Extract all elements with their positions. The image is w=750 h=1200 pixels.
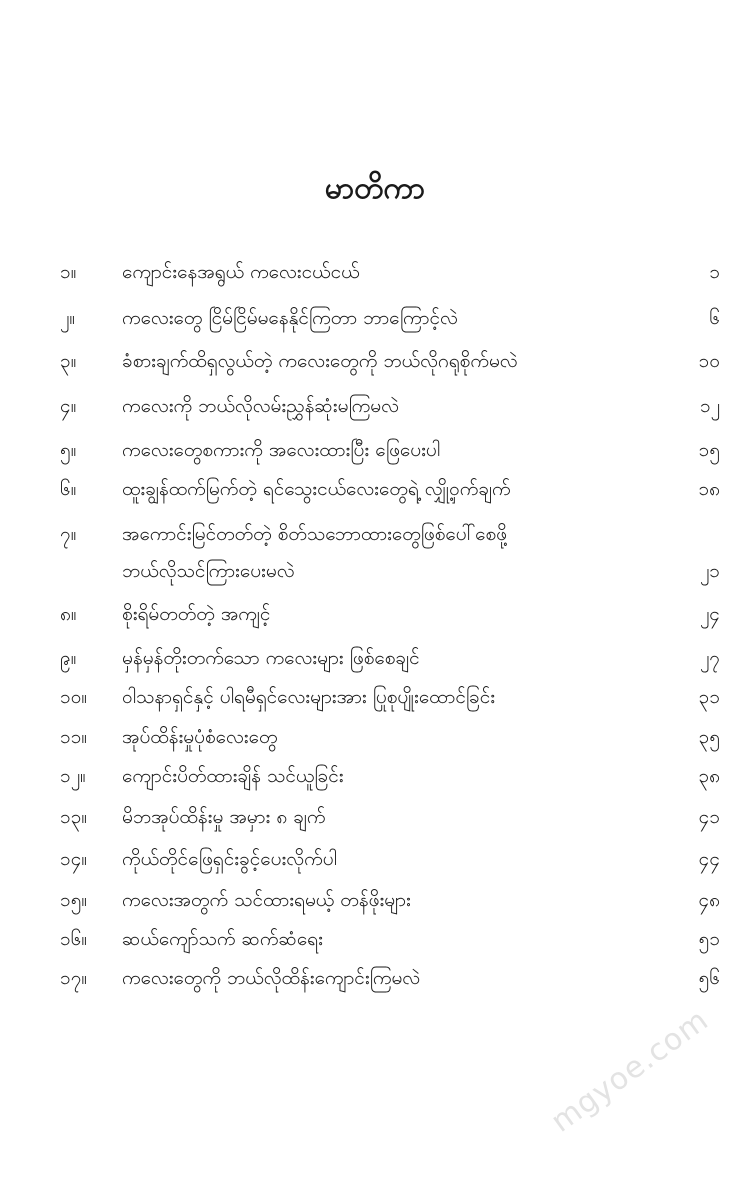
toc-entry-title: ကျောင်းနေအရွယ် ကလေးငယ်ငယ် [122, 261, 360, 283]
toc-entry [60, 469, 720, 509]
toc-entry-page: ၂၇ [699, 647, 720, 669]
toc-entry-number: ၁၆။ [60, 928, 88, 950]
page-title: မာတိကာ [324, 171, 426, 206]
toc-entry-page: ၂၄ [699, 603, 720, 625]
toc-entry-number: ၁။ [60, 261, 77, 283]
toc-entry-number: ၆။ [60, 478, 77, 500]
toc-entry-title: အကောင်းမြင်တတ်တဲ့ စိတ်သဘောထားတွေဖြစ်ပေါ်စေဖို့ [122, 523, 508, 545]
toc-entry [60, 594, 720, 634]
toc-entry-title: စိုးရိမ်တတ်တဲ့ အကျင့် [122, 603, 271, 625]
toc-entry-page: ၅၆ [698, 967, 720, 989]
toc-entry [60, 756, 720, 796]
toc-entry-title: ကလေးကို ဘယ်လိုလမ်းညွှန်ဆုံးမကြမလဲ [122, 395, 399, 417]
toc-entry-title: ကိုယ်တိုင်ဖြေရှင်းခွင့်ပေးလိုက်ပါ [122, 848, 337, 870]
toc-entry-page: ၃၈ [698, 765, 720, 787]
toc-entry [60, 252, 720, 292]
toc-entry-page: ၅၁ [698, 928, 720, 950]
toc-entry [60, 839, 720, 879]
toc-entry-number: ၁၇။ [60, 967, 88, 989]
toc-entry-number: ၁၁။ [60, 726, 88, 748]
toc-entry-title: ထူးချွန်ထက်မြက်တဲ့ ရင်သွေးငယ်လေးတွေရဲ့ လျှို့ဝှက်ချက် [122, 478, 511, 500]
toc-entry-number: ၉။ [60, 647, 77, 669]
toc-entry-page: ၁၈ [698, 478, 720, 500]
toc-entry-page: ၃၁ [698, 686, 720, 708]
toc-entry [60, 430, 720, 470]
toc-entry-page: ၁၂ [699, 395, 720, 417]
toc-entry-number: ၁၄။ [60, 848, 88, 870]
toc-entry-number: ၁၀။ [60, 686, 88, 708]
toc-entry-number: ၃။ [60, 350, 77, 372]
toc-entry-title: ကလေးအတွက် သင်ထားရမယ့် တန်ဖိုးများ [122, 889, 411, 911]
toc-entry-number: ၇။ [60, 523, 77, 545]
toc-entry-page: ၂၁ [699, 560, 720, 582]
toc-entry-page: ၄၄ [698, 848, 720, 870]
toc-entry [60, 514, 720, 554]
toc-entry-title: အုပ်ထိန်းမှုပုံစံလေးတွေ [122, 726, 278, 748]
toc-entry-number: ၁၂။ [60, 765, 86, 787]
toc-entry [60, 919, 720, 959]
toc-entry [60, 958, 720, 998]
toc-entry-page: ၁၀ [698, 350, 720, 372]
toc-entry-title: ဝါသနာရှင်နှင့် ပါရမီရှင်လေးများအား ပြုစုပျိုးထောင်ခြင်း [122, 686, 496, 708]
toc-entry [60, 677, 720, 717]
toc-entry-number: ၄။ [60, 395, 77, 417]
toc-entry-title: ဆယ်ကျော်သက် ဆက်ဆံရေး [122, 928, 323, 950]
toc-entry-page: ၁ [709, 261, 720, 283]
toc-entry [60, 797, 720, 837]
toc-entry-page: ၆ [709, 307, 720, 329]
toc-entry-title: မိဘအုပ်ထိန်းမှု အမှား ၈ ချက် [122, 806, 326, 828]
toc-entry-title: ကလေးတွေ ငြိမ်ငြိမ်မနေနိုင်ကြတာ ဘာကြောင့်လဲ [122, 307, 458, 329]
toc-entry-number: ၁၅။ [60, 889, 88, 911]
toc-entry-page: ၄၈ [698, 889, 720, 911]
toc-entry-page: ၄၁ [698, 806, 720, 828]
toc-entry-page: ၃၅ [698, 726, 720, 748]
toc-entry [60, 717, 720, 757]
toc-entry [60, 551, 720, 591]
toc-entry [60, 341, 720, 381]
toc-entry-page: ၁၅ [698, 439, 720, 461]
toc-entry-title: ဘယ်လိုသင်ကြားပေးမလဲ [122, 560, 295, 582]
toc-entry-title: မှန်မှန်တိုးတက်သော ကလေးများ ဖြစ်စေချင် [122, 647, 420, 669]
toc-entry [60, 880, 720, 920]
toc-entry-title: ခံစားချက်ထိရှလွယ်တဲ့ ကလေးတွေကို ဘယ်လိုဂရုစိုက်မလဲ [122, 350, 518, 372]
toc-entry-number: ၈။ [60, 603, 77, 625]
watermark: mgyoe.com [544, 1002, 716, 1140]
toc-entry-number: ၅။ [60, 439, 77, 461]
toc-entry-title: ကလေးတွေစကားကို အလေးထားပြီး ဖြေပေးပါ [122, 439, 441, 461]
toc-entry-title: ကလေးတွေကို ဘယ်လိုထိန်းကျောင်းကြမလဲ [122, 967, 421, 989]
toc-entry [60, 638, 720, 678]
toc-entry [60, 386, 720, 426]
toc-entry [60, 298, 720, 338]
toc-entry-number: ၁၃။ [60, 806, 88, 828]
toc-entry-number: ၂။ [60, 307, 76, 329]
toc-entry-title: ကျောင်းပိတ်ထားချိန် သင်ယူခြင်း [122, 765, 344, 787]
